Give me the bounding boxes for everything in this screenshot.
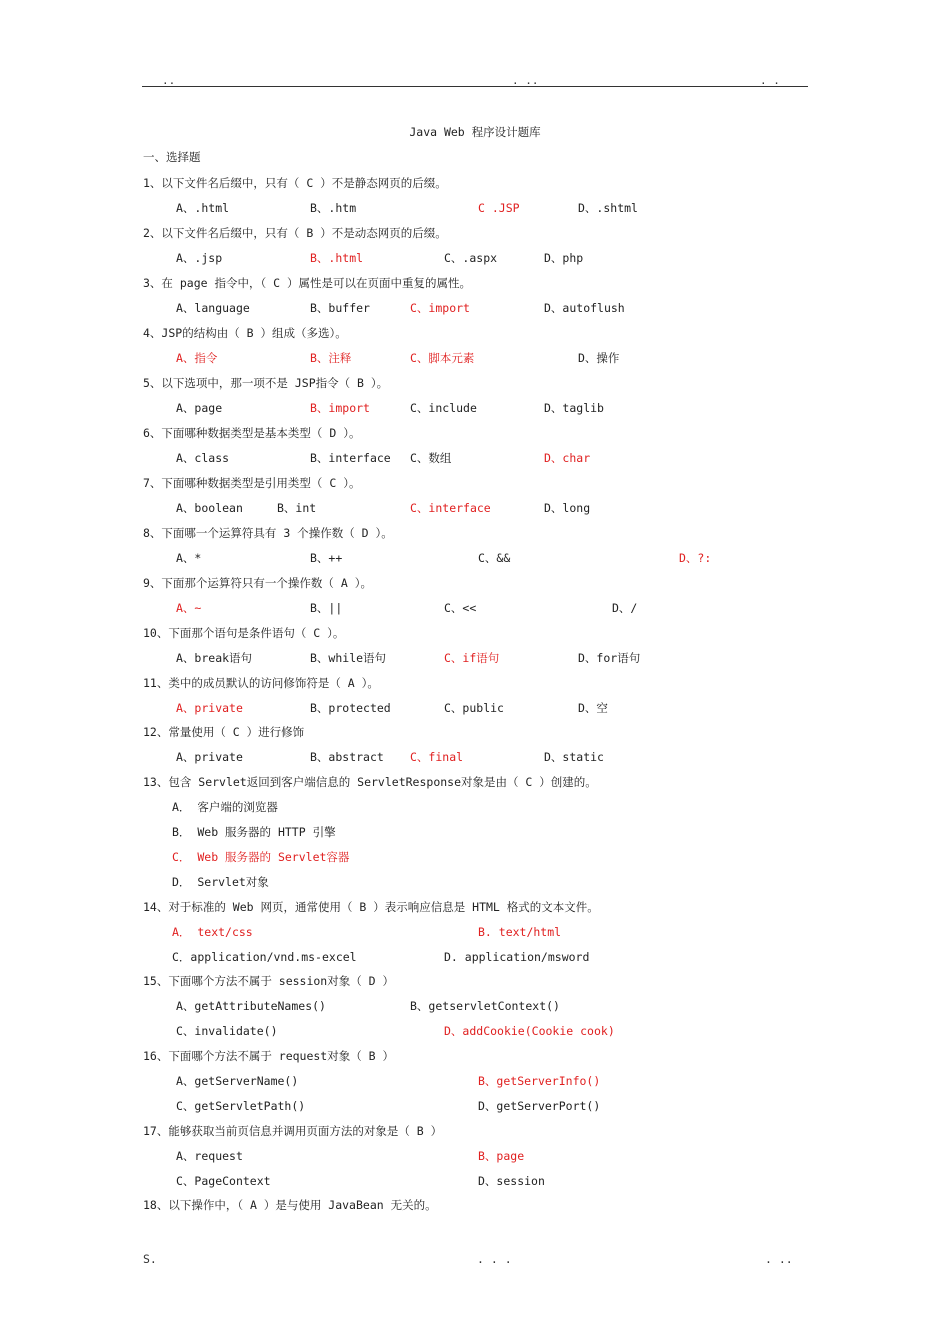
question-1: 1、以下文件名后缀中，只有（ C ）不是静态网页的后缀。 [143,176,447,190]
q16-option-a: A、getServerName() [176,1074,299,1088]
option-2-a: A、.jsp [176,251,223,265]
question-8: 8、下面哪一个运算符具有 3 个操作数（ D ）。 [143,526,393,540]
q14-option-c: C．application/vnd.ms-excel [172,950,357,964]
option-11-c: C、public [444,701,504,715]
q17-option-b: B、page [478,1149,525,1163]
option-12-a: A、private [176,750,243,764]
option-3-d: D、autoflush [544,301,625,315]
option-4-d: D、操作 [578,351,620,365]
q16-option-d: D、getServerPort() [478,1099,601,1113]
option-8-d: D、?: [679,551,712,565]
option-3-c: C、import [410,301,470,315]
option-7-c: C、interface [410,501,491,515]
q15-option-b: B、getservletContext() [410,999,560,1013]
option-12-d: D、static [544,750,604,764]
option-10-c: C、if语句 [444,651,500,665]
question-9: 9、下面那个运算符只有一个操作数（ A ）。 [143,576,372,590]
q14-option-a: A． text/css [172,925,253,939]
option-11-a: A、private [176,701,243,715]
option-9-b: B、|| [310,601,343,615]
option-6-c: C、数组 [410,451,452,465]
question-3: 3、在 page 指令中，（ C ）属性是可以在页面中重复的属性。 [143,276,471,290]
option-1-c: C .JSP [478,201,520,215]
option-2-d: D、php [544,251,584,265]
header-left: .. [162,74,176,87]
question-15: 15、下面哪个方法不属于 session对象（ D ） [143,974,395,988]
question-18: 18、以下操作中，（ A ）是与使用 JavaBean 无关的。 [143,1198,437,1212]
question-7: 7、下面哪种数据类型是引用类型（ C ）。 [143,476,361,490]
option-5-d: D、taglib [544,401,604,415]
option-5-c: C、include [410,401,477,415]
option-1-b: B、.htm [310,201,357,215]
option-1-d: D、.shtml [578,201,638,215]
question-4: 4、JSP的结构由（ B ）组成（多选）。 [143,326,347,340]
option-2-c: C、.aspx [444,251,498,265]
q15-option-d: D、addCookie(Cookie cook) [444,1024,615,1038]
option-7-d: D、long [544,501,591,515]
q13-option-d: D． Servlet对象 [172,875,269,889]
option-5-b: B、import [310,401,370,415]
q17-option-a: A、request [176,1149,243,1163]
q17-option-d: D、session [478,1174,545,1188]
q15-option-c: C、invalidate() [176,1024,278,1038]
q16-option-b: B、getServerInfo() [478,1074,601,1088]
option-10-a: A、break语句 [176,651,253,665]
q13-option-b: B． Web 服务器的 HTTP 引擎 [172,825,336,839]
question-10: 10、下面那个语句是条件语句（ C ）。 [143,626,345,640]
question-14: 14、对于标准的 Web 网页，通常使用（ B ）表示响应信息是 HTML 格式的文本文件。 [143,900,599,914]
footer-left: S. [143,1252,157,1266]
q15-option-a: A、getAttributeNames() [176,999,326,1013]
footer-right: . .. [765,1252,793,1266]
header-right: . . [760,74,780,87]
option-11-b: B、protected [310,701,391,715]
option-7-b: B、int [277,501,317,515]
question-12: 12、常量使用（ C ）进行修饰 [143,725,305,739]
header-center: . .. [512,74,539,87]
option-3-b: B、buffer [310,301,370,315]
option-4-a: A、指令 [176,351,218,365]
option-8-b: B、++ [310,551,343,565]
option-12-b: B、abstract [310,750,384,764]
question-17: 17、能够获取当前页信息并调用页面方法的对象是（ B ） [143,1124,443,1138]
option-2-b: B、.html [310,251,364,265]
option-8-a: A、* [176,551,202,565]
q13-option-a: A． 客户端的浏览器 [172,800,278,814]
q16-option-c: C、getServletPath() [176,1099,306,1113]
q14-option-b: B. text/html [478,925,562,939]
option-11-d: D、空 [578,701,608,715]
option-3-a: A、language [176,301,250,315]
option-9-d: D、/ [612,601,638,615]
question-11: 11、类中的成员默认的访问修饰符是（ A ）。 [143,676,379,690]
option-10-d: D、for语句 [578,651,641,665]
header-rule [142,86,808,87]
question-5: 5、以下选项中，那一项不是 JSP指令（ B ）。 [143,376,389,390]
footer-center: . . . [477,1252,512,1266]
option-5-a: A、page [176,401,223,415]
q17-option-c: C、PageContext [176,1174,271,1188]
option-9-c: C、<< [444,601,477,615]
document-title: Java Web 程序设计题库 [409,125,541,139]
section-heading: 一、选择题 [143,150,201,164]
q14-option-d: D. application/msword [444,950,590,964]
option-6-d: D、char [544,451,591,465]
option-10-b: B、while语句 [310,651,387,665]
option-7-a: A、boolean [176,501,243,515]
option-4-b: B、注释 [310,351,352,365]
question-16: 16、下面哪个方法不属于 request对象（ B ） [143,1049,395,1063]
option-1-a: A、.html [176,201,230,215]
option-6-b: B、interface [310,451,391,465]
question-6: 6、下面哪种数据类型是基本类型（ D ）。 [143,426,361,440]
question-13: 13、包含 Servlet返回到客户端信息的 ServletResponse对象是由（ C ）创建的。 [143,775,597,789]
option-6-a: A、class [176,451,230,465]
option-12-c: C、final [410,750,464,764]
option-8-c: C、&& [478,551,511,565]
q13-option-c: C． Web 服务器的 Servlet容器 [172,850,350,864]
question-2: 2、以下文件名后缀中，只有（ B ）不是动态网页的后缀。 [143,226,447,240]
option-9-a: A、~ [176,601,202,615]
option-4-c: C、脚本元素 [410,351,475,365]
